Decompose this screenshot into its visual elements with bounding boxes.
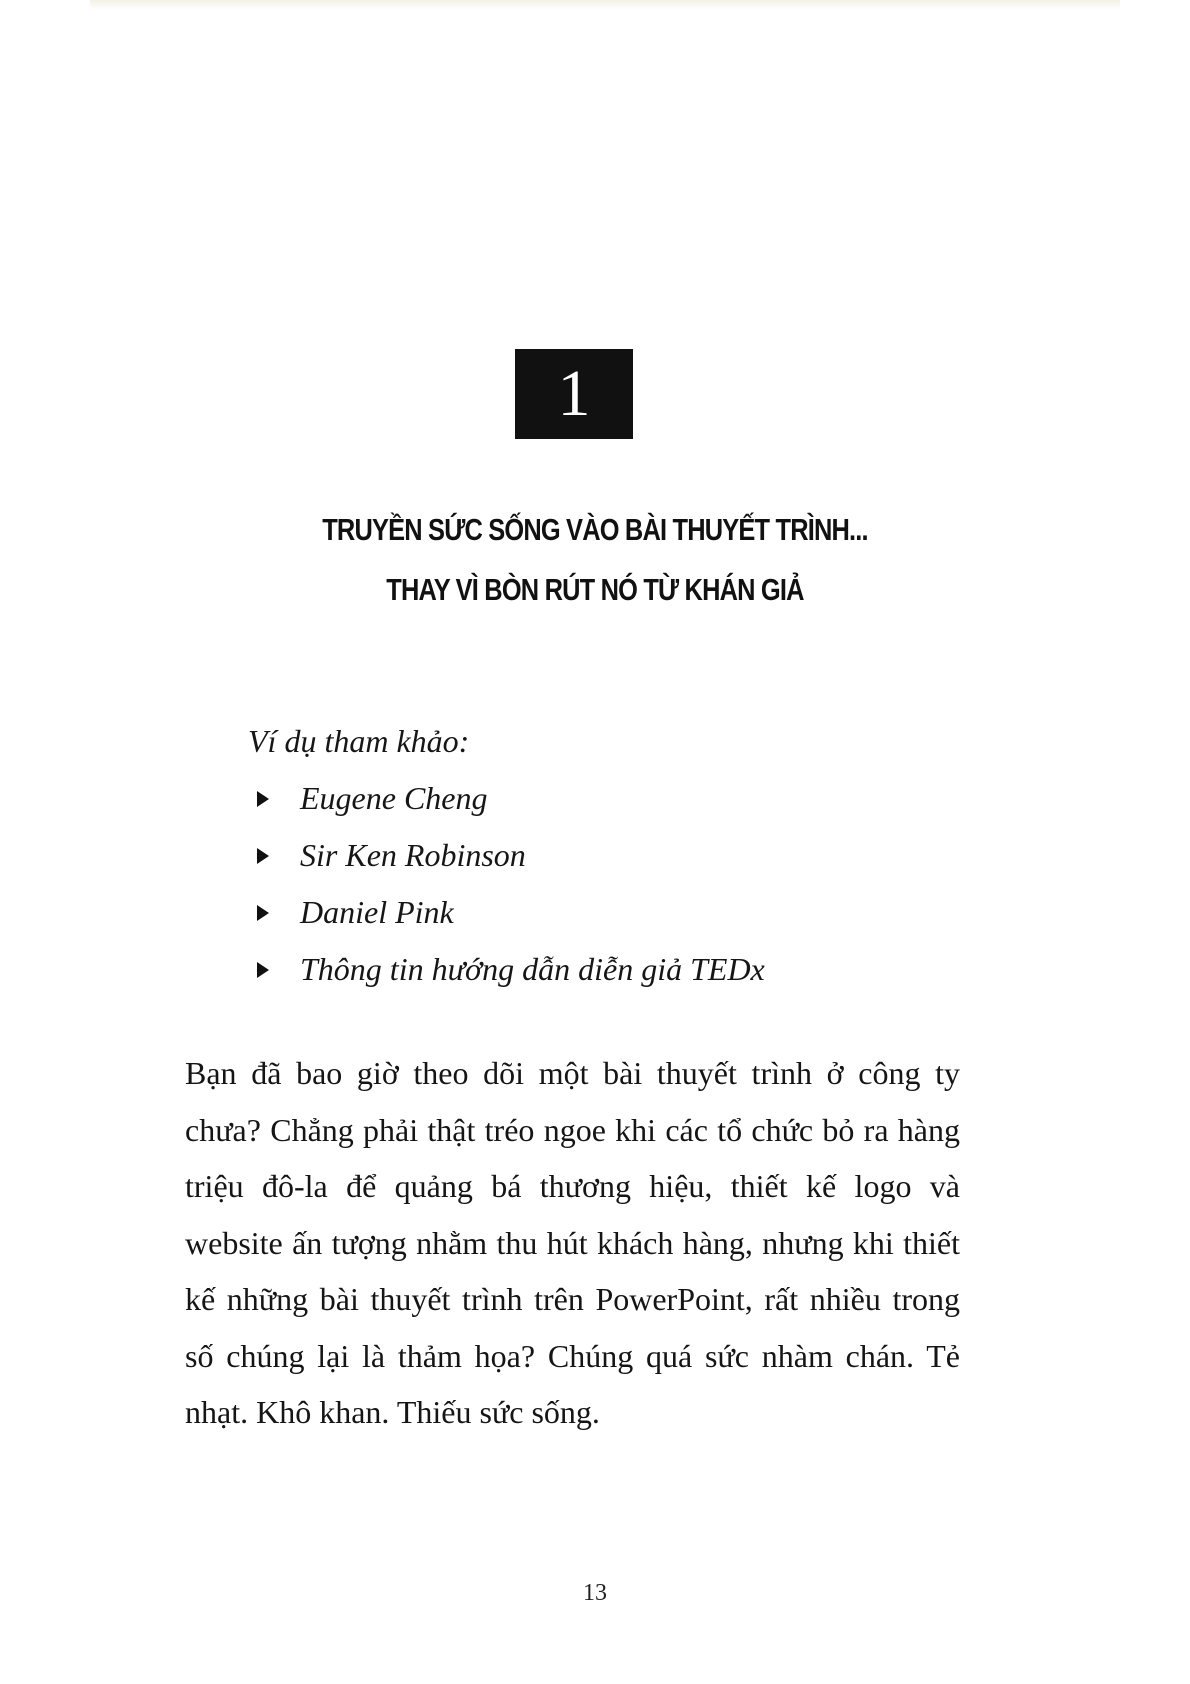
triangle-bullet-icon: [257, 905, 269, 921]
reference-item: [248, 884, 948, 941]
chapter-number: 1: [557, 357, 591, 430]
reference-item-label: Sir Ken Robinson: [300, 837, 526, 873]
chapter-title-line-1: TRUYỀN SỨC SỐNG VÀO BÀI THUYẾT TRÌNH...: [322, 512, 868, 547]
page-number: 13: [583, 1580, 607, 1606]
body-paragraph: Bạn đã bao giờ theo dõi một bài thuyết trình ở công ty chưa? Chẳng phải thật tréo ngoe khi các tổ chức bỏ ra hàng triệu đô-la để quảng bá thương hiệu, thiết kế logo và website ấn tượng nhằm thu hút khách hàng, nhưng khi thiết kế những bài thuyết trình trên PowerPoint, rất nhiều trong số chúng lại là thảm họa? Chúng quá sức nhàm chán. Tẻ nhạt. Khô khan. Thiếu sức sống.: [185, 1055, 960, 1430]
reference-item-label: Eugene Cheng: [300, 780, 488, 816]
references-list: [248, 770, 948, 998]
chapter-title-line-2: THAY VÌ BÒN RÚT NÓ TỪ KHÁN GIẢ: [386, 572, 804, 607]
reference-item: [248, 941, 948, 998]
reference-item: [248, 770, 948, 827]
chapter-number-box: [515, 349, 633, 439]
triangle-bullet-icon: [257, 848, 269, 864]
reference-item: [248, 827, 948, 884]
reference-item-label: Daniel Pink: [300, 894, 454, 930]
references-label: Ví dụ tham khảo:: [248, 723, 470, 759]
triangle-bullet-icon: [257, 791, 269, 807]
reference-item-label: Thông tin hướng dẫn diễn giả TEDx: [300, 951, 765, 987]
references-section: [248, 712, 948, 998]
page-edge: [90, 0, 1120, 10]
triangle-bullet-icon: [257, 962, 269, 978]
chapter-title: [255, 500, 936, 620]
